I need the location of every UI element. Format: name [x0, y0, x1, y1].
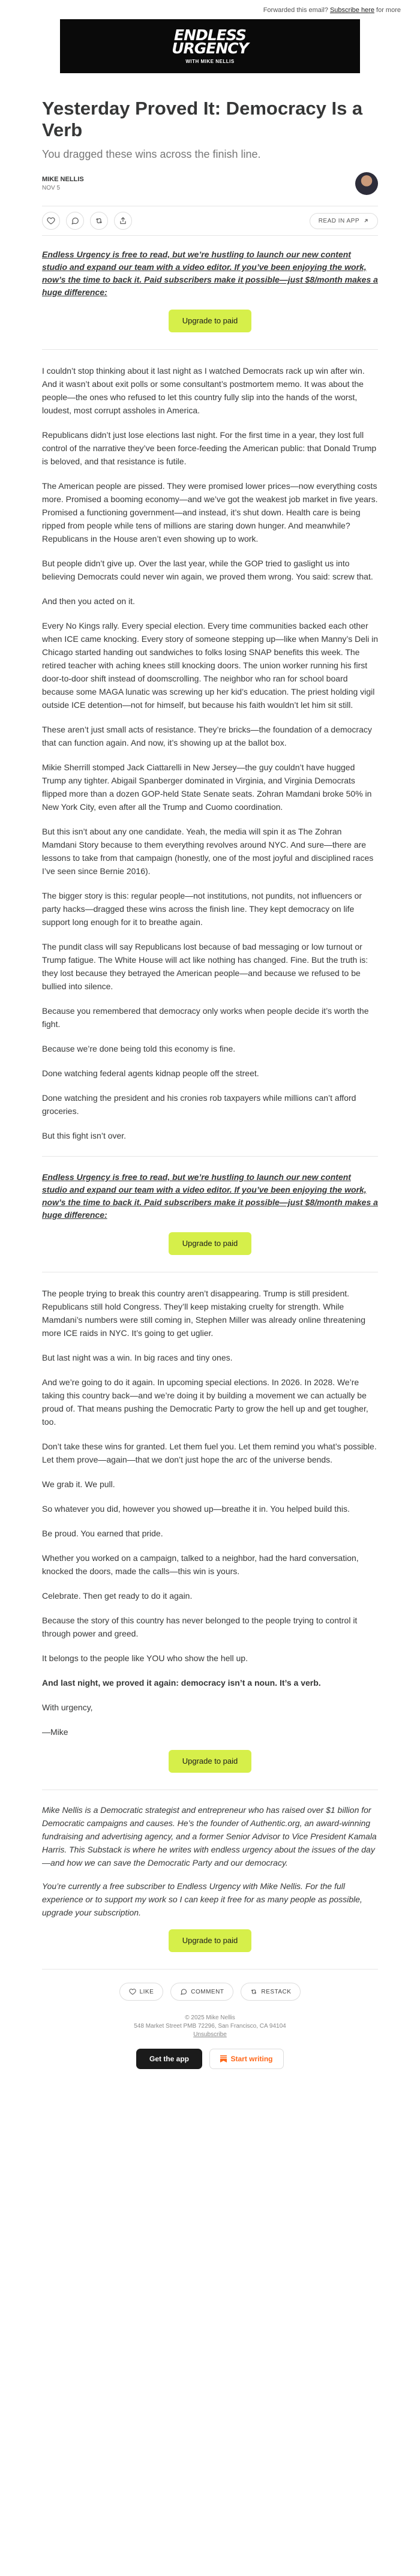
paragraph: Mikie Sherrill stomped Jack Ciattarelli in New Jersey—the guy couldn’t have hugged Trump any tighter. Abigail Spanberger dominated in Virginia, and Virginia Democrats flipped more than a dozen GOP-held State Senate seats. Zohran Mamdani broke 50% in New York City, even after all the Trump and Cuomo coordination. [42, 762, 372, 812]
paragraph: And then you acted on it. [42, 596, 135, 606]
forwarded-text: Forwarded this email? [263, 7, 328, 14]
article-body-part-1 [42, 364, 378, 1142]
paragraph: These aren’t just small acts of resistance. They’re bricks—the foundation of a democracy that can function again. And now, it’s showing up at the ballot box. [42, 725, 372, 747]
logo-subtitle: WITH MIKE NELLIS [185, 58, 235, 64]
address: 548 Market Street PMB 72296, San Francisco, CA 94104 [134, 2023, 286, 2029]
author-avatar[interactable] [355, 172, 378, 195]
paragraph: Every No Kings rally. Every special election. Every time communities backed each other when ICE came knocking. Every story of someone stepping up—like when Manny’s Deli in Chicago started handing out sandwiches to folks losing SNAP benefits this week. The retired teacher with aching knees still knocking doors. The union worker running his first door-to-door shift instead of doomscrolling. The neighbor who ran for school board because some MAGA lunatic was screwing up her kid’s education. The priest holding vigil outside ICE detention—not for himself, but because his faith wouldn’t let him sit still. [42, 621, 379, 710]
publication-logo-banner[interactable] [60, 19, 360, 73]
bio-paragraph: Mike Nellis is a Democratic strategist and entrepreneur who has raised over $1 billion for Democratic campaigns and causes. He’s the founder of Authentic.org, an award-winning fundraising and advertising agency, and a former Senior Advisor to Vice President Kamala Harris. This Substack is where he writes with endless urgency about the issues of the day—and how we can save the Democratic Party and our democracy. [42, 1805, 377, 1868]
sign-off: With urgency, [42, 1703, 93, 1712]
paragraph: But this fight isn’t over. [42, 1131, 127, 1140]
paragraph: Because you remembered that democracy only works when people decide it’s worth the fight. [42, 1006, 369, 1029]
paragraph: Celebrate. Then get ready to do it again. [42, 1591, 193, 1601]
subscribe-link[interactable]: Subscribe here [329, 7, 374, 14]
arrow-up-right-icon [363, 218, 369, 224]
heart-icon [129, 1988, 136, 1995]
share-button[interactable] [114, 212, 132, 230]
footer-restack-button[interactable] [241, 1983, 301, 2001]
paragraph: It belongs to the people like YOU who show the hell up. [42, 1653, 248, 1663]
forwarded-notice [0, 0, 420, 19]
read-in-app-label: READ IN APP [318, 217, 359, 224]
post-date: NOV 5 [42, 185, 61, 191]
restack-icon [250, 1988, 257, 1995]
paragraph: Whether you worked on a campaign, talked to a neighbor, had the hard conversation, knocked the doors, made the calls—this win is yours. [42, 1553, 359, 1576]
unsubscribe-link[interactable]: Unsubscribe [193, 2031, 227, 2038]
like-label: LIKE [139, 1988, 154, 1995]
restack-icon [95, 217, 103, 225]
paragraph: Be proud. You earned that pride. [42, 1529, 163, 1538]
restack-button[interactable] [90, 212, 108, 230]
upgrade-button-footer[interactable]: Upgrade to paid [169, 1929, 251, 1952]
get-the-app-button[interactable]: Get the app [136, 2049, 202, 2069]
paragraph: The bigger story is this: regular people—not institutions, not pundits, not influencers or party hacks—dragged these wins across the finish line. They kept democracy on life support long enough for it to breathe again. [42, 891, 362, 927]
author-bio [42, 1803, 378, 1919]
paragraph: So whatever you did, however you showed up—breathe it in. You helped build this. [42, 1504, 350, 1514]
footer-like-button[interactable] [119, 1983, 164, 2001]
paragraph: The pundit class will say Republicans lost because of bad messaging or low turnout or Trump fatigue. The White House will act like nothing has changed. Fine. But the truth is: they lost because they betrayed the American people—and because we refused to be bullied into silence. [42, 942, 368, 991]
logo-wordmark [172, 26, 248, 57]
upgrade-button-top[interactable]: Upgrade to paid [169, 310, 251, 332]
logo-line-1: ENDLESS [174, 26, 246, 44]
substack-icon [220, 2055, 227, 2062]
paragraph: Because the story of this country has never belonged to the people trying to control it through power and greed. [42, 1616, 358, 1638]
upgrade-button-middle[interactable]: Upgrade to paid [169, 1232, 251, 1255]
restack-label: RESTACK [261, 1988, 292, 1995]
paragraph: Republicans didn’t just lose elections last night. For the first time in a year, they lost full control of the narrative they’ve been force-feeding the American public: that Donald Trump is beloved, and that resistance is futile. [42, 430, 377, 466]
post-title[interactable]: Yesterday Proved It: Democracy Is a Verb [42, 98, 363, 140]
forwarded-suffix: for more [376, 7, 401, 14]
paragraph-emphasis: And last night, we proved it again: democracy isn’t a noun. It’s a verb. [42, 1678, 321, 1688]
comment-icon [71, 217, 79, 225]
share-icon [119, 217, 127, 225]
footer-action-bar [42, 1983, 378, 2001]
footer-comment-button[interactable] [170, 1983, 233, 2001]
post-content [42, 98, 378, 2069]
paragraph: I couldn’t stop thinking about it last night as I watched Democrats rack up win after win. And it wasn’t about exit polls or some consultant’s postmortem memo. It was about the people—the ones who refused to let this country fully slip into the hands of the worst, loudest, most corrupt assholes in America. [42, 366, 365, 415]
paragraph: Done watching the president and his cronies rob taxpayers while millions can’t afford groceries. [42, 1093, 356, 1116]
comment-label: COMMENT [191, 1988, 224, 1995]
promo-text-top[interactable]: Endless Urgency is free to read, but we’re hustling to launch our new content studio and expand our team with a video editor. If you’ve been enjoying the work, now’s the time to back it. Paid subscribers make it possible—just $8/month makes a huge difference: [42, 250, 378, 297]
paragraph: Done watching federal agents kidnap people off the street. [42, 1068, 259, 1078]
paragraph: Don’t take these wins for granted. Let them fuel you. Let them remind you what’s possible. Let them prove—again—that we don’t just hope the arc of the universe bends. [42, 1442, 377, 1464]
signature: —Mike [42, 1727, 68, 1737]
footer-app-row [42, 2049, 378, 2069]
paragraph: We grab it. We pull. [42, 1479, 115, 1489]
read-in-app-button[interactable] [310, 213, 378, 229]
paragraph: And we’re going to do it again. In upcoming special elections. In 2026. In 2028. We’re taking this country back—and we’re doing it by building a movement we can actually be proud of. That means pushing the Democratic Party to grow the hell up and get tougher, too. [42, 1377, 368, 1427]
heart-icon [47, 217, 55, 225]
post-action-bar [42, 206, 378, 236]
paragraph: But last night was a win. In big races and tiny ones. [42, 1353, 233, 1362]
paragraph: Because we’re done being told this economy is fine. [42, 1044, 236, 1053]
comment-icon [180, 1988, 187, 1995]
promo-text-middle[interactable]: Endless Urgency is free to read, but we’re hustling to launch our new content studio and expand our team with a video editor. If you’ve been enjoying the work, now’s the time to back it. Paid subscribers make it possible—just $8/month makes a huge difference: [42, 1172, 378, 1220]
start-writing-button[interactable] [209, 2049, 284, 2069]
paragraph: But this isn’t about any one candidate. Yeah, the media will spin it as The Zohran Mamdani Story because to them everything revolves around NYC. And sure—there are lessons to take from that campaign (honestly, one of the most joyful and disciplined races I’ve seen since Bernie 2016). [42, 827, 374, 876]
logo-line-2: URGENCY [172, 39, 248, 57]
post-subtitle: You dragged these wins across the finish line. [42, 148, 261, 160]
start-writing-label: Start writing [230, 2055, 273, 2063]
post-meta [42, 172, 378, 195]
subscription-notice: You’re currently a free subscriber to Endless Urgency with Mike Nellis. For the full experience or to support my work so I can keep it free for as many people as possible, upgrade your subscription. [42, 1881, 362, 1917]
paragraph: The people trying to break this country aren’t disappearing. Trump is still president. Republicans still hold Congress. They’ll keep mistaking cruelty for strength. While Mamdani’s numbers were still coming in, Stephen Miller was already online threatening more ICE raids in NYC. It’s going to get uglier. [42, 1289, 366, 1338]
footer-info [42, 2014, 378, 2039]
article-body-part-2 [42, 1287, 378, 1739]
paragraph: But people didn’t give up. Over the last year, while the GOP tried to gaslight us into believing Democrats could never win again, we proved them wrong. You said: screw that. [42, 559, 373, 581]
comment-button[interactable] [66, 212, 84, 230]
upgrade-button-bottom[interactable]: Upgrade to paid [169, 1750, 251, 1773]
author-name[interactable]: MIKE NELLIS [42, 176, 84, 183]
copyright: © 2025 Mike Nellis [185, 2014, 235, 2021]
like-button[interactable] [42, 212, 60, 230]
paragraph: The American people are pissed. They were promised lower prices—now everything costs more. Promised a booming economy—and we’ve got the weakest job market in five years. Promised a functioning government—and instead, it’s shut down. Health care is being ripped from people while tens of millions are staring down hunger. And meanwhile? Republicans in the House aren’t even showing up to work. [42, 481, 378, 544]
